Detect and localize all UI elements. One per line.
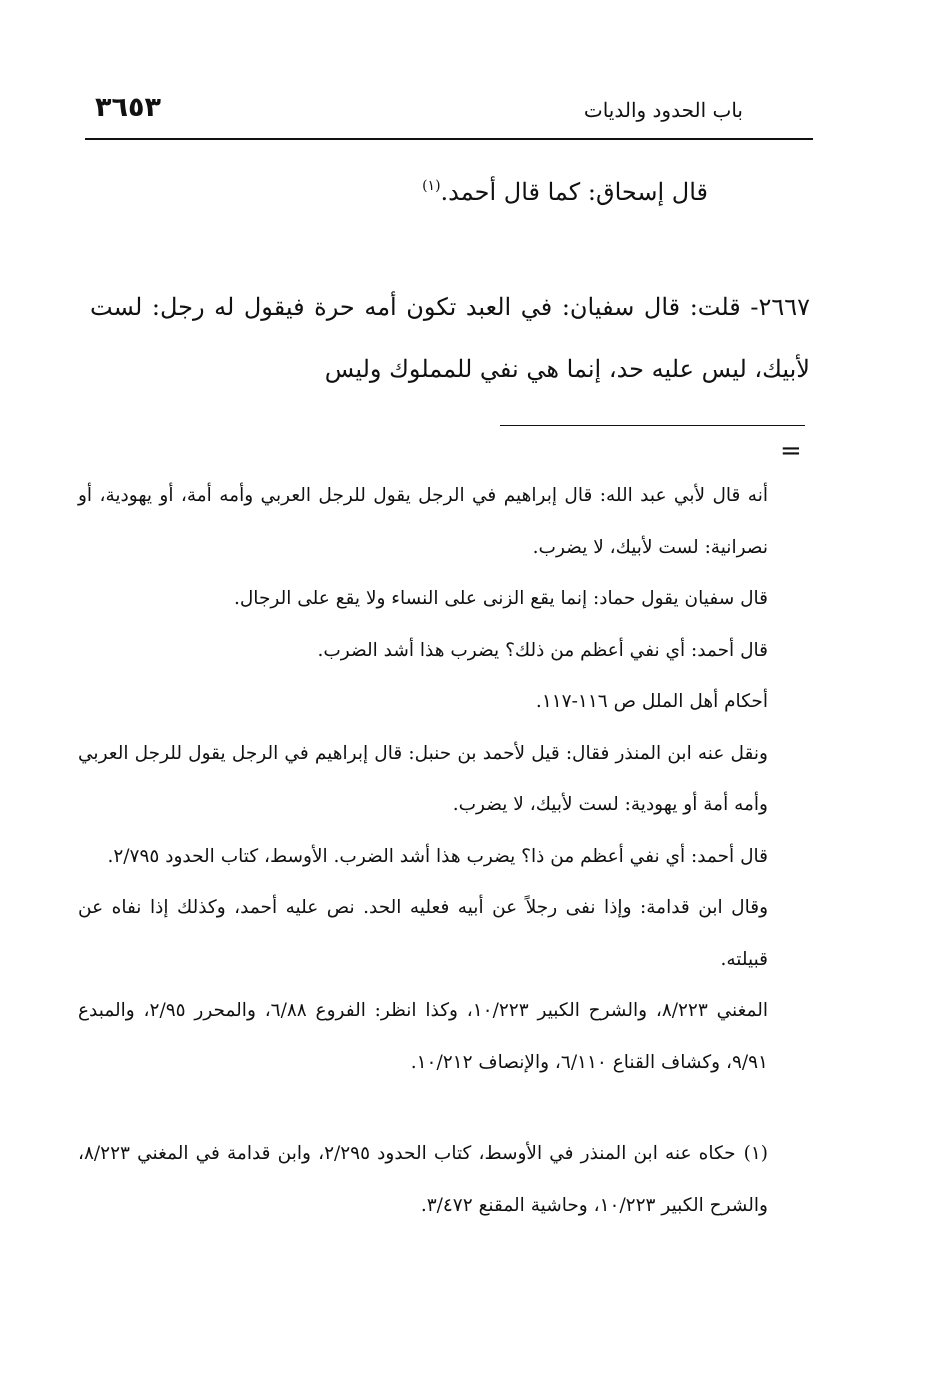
continuation-mark: = <box>780 436 802 466</box>
footnote-line: قال سفيان يقول حماد: إنما يقع الزنى على النساء ولا يقع على الرجال. <box>233 588 768 609</box>
footnote-line: قال أحمد: أي نفي أعظم من ذلك؟ يضرب هذا أشد الضرب. <box>317 639 768 661</box>
footnote-reference: (١) <box>422 178 441 194</box>
paragraph-text: ٢٦٦٧- قلت: قال سفيان: في العبد تكون أمه حرة فيقول له رجل: لست لأبيك، ليس عليه حد، إنما هي نفي للمملوك وليس <box>90 293 810 383</box>
footnote-1-text: حكاه عنه ابن المنذر في الأوسط، كتاب الحدود ٢/٢٩٥، وابن قدامة في المغني ٨/٢٢٣، والشرح الكبير ١٠/٢٢٣، وحاشية المقنع ٣/٤٧٢. <box>78 1143 768 1216</box>
footnote-line: قال أحمد: أي نفي أعظم من ذا؟ يضرب هذا أشد الضرب. الأوسط، كتاب الحدود ٢/٧٩٥. <box>107 845 768 867</box>
footnote-line: أنه قال لأبي عبد الله: قال إبراهيم في الرجل يقول للرجل العربي وأمه أمة، أو يهودية، أو نصرانية: لست لأبيك، لا يضرب. <box>78 485 768 558</box>
footnote-line: المغني ٨/٢٢٣، والشرح الكبير ١٠/٢٢٣، وكذا انظر: الفروع ٦/٨٨، والمحرر ٢/٩٥، والمبدع ٩/٩١، وكشاف القناع ٦/١١٠، والإنصاف ١٠/٢١٢. <box>78 1000 769 1073</box>
main-line-text: قال إسحاق: كما قال أحمد. <box>440 178 708 206</box>
footnote-line: أحكام أهل الملل ص ١١٦-١١٧. <box>535 691 768 712</box>
footnote-line: وقال ابن قدامة: وإذا نفى رجلاً عن أبيه فعليه الحد. نص عليه أحمد، وكذلك إذا نفاه عن قبيلته. <box>78 897 768 970</box>
footnote-1 <box>78 1128 768 1231</box>
page-header <box>85 90 813 134</box>
running-title: باب الحدود والديات <box>583 98 743 122</box>
main-line-ishaq <box>90 178 708 206</box>
main-paragraph <box>90 276 810 400</box>
footnote-1-marker: (١) <box>743 1143 768 1164</box>
header-rule <box>85 138 813 140</box>
footnote-separator-rule <box>500 425 805 426</box>
footnote-line: ونقل عنه ابن المنذر فقال: قيل لأحمد بن حنبل: قال إبراهيم في الرجل يقول للرجل العربي وأمه أمة أو يهودية: لست لأبيك، لا يضرب. <box>78 742 768 815</box>
page-number: ٣٦٥٣ <box>95 92 161 123</box>
footnotes-continued <box>78 470 768 1088</box>
footnote-1-body <box>78 1128 768 1231</box>
